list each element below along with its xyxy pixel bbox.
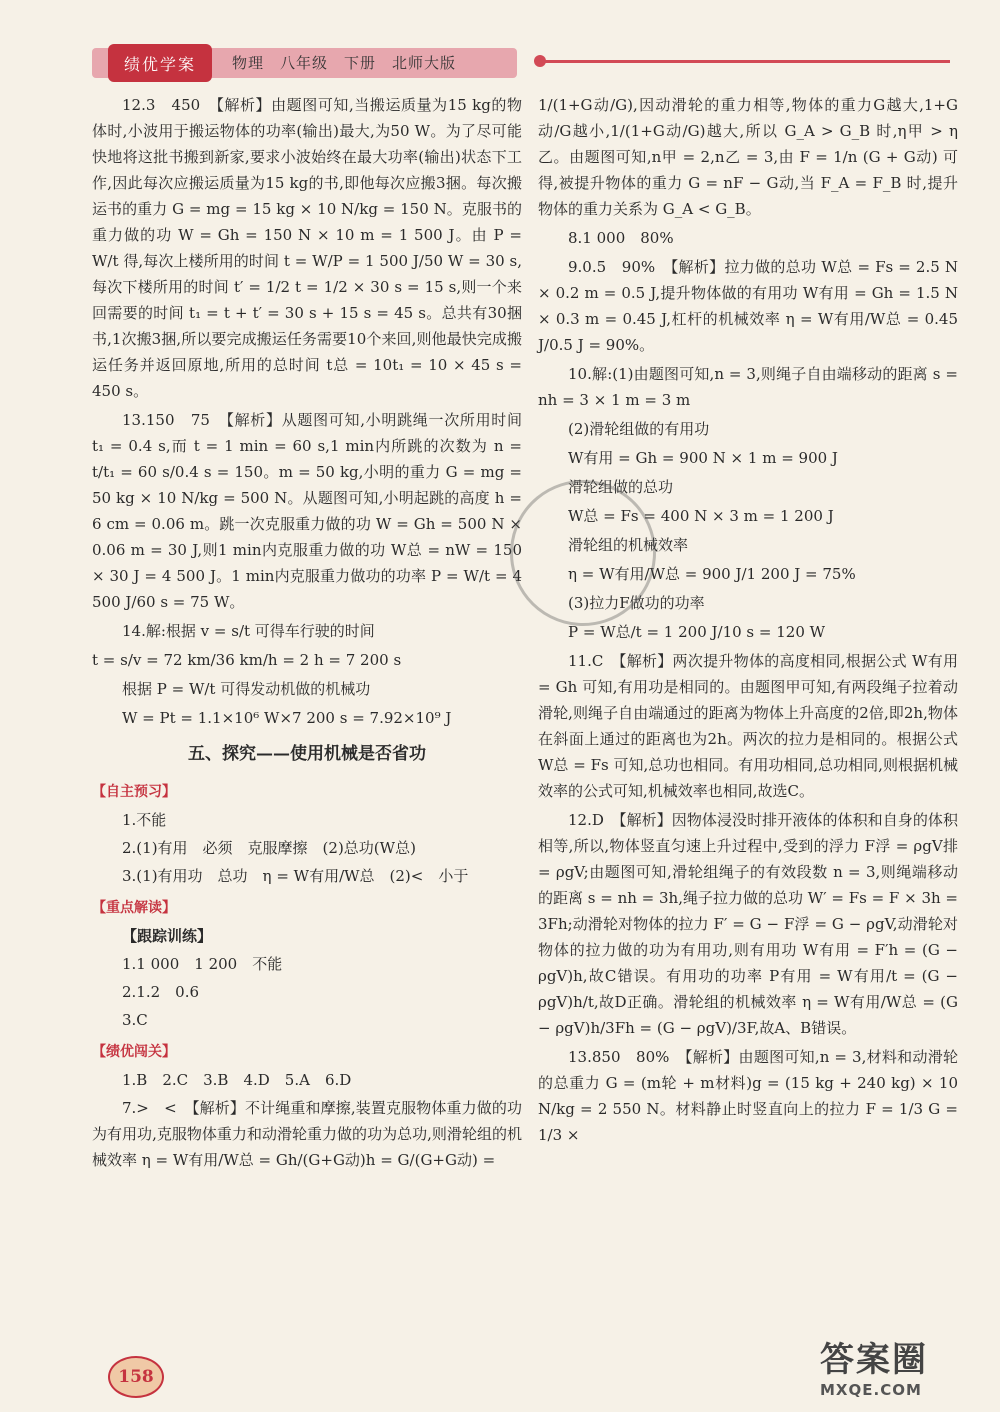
pass-7: 7.> < 【解析】不计绳重和摩擦,装置克服物体重力做的功为有用功,克服物体重力和动滑轮重力做的功为总功,则滑轮组的机械效率 η = W有用/W总 = Gh/(G+G动)h = G/(G+G动) = xyxy=(92,1099,522,1169)
answer-14-line3: 根据 P = W/t 可得发动机做的机械功 xyxy=(122,680,371,698)
preview-3: 3.(1)有用功 总功 η = W有用/W总 (2)< 小于 xyxy=(122,867,469,885)
key-3: 3.C xyxy=(122,1011,148,1029)
pass-10-l2: (2)滑轮组做的有用功 xyxy=(568,420,710,438)
tag-pass: 【绩优闯关】 xyxy=(92,1044,176,1060)
pass-13: 13.850 80% 【解析】由题图可知,n = 3,材料和动滑轮的总重力 G = (m轮 + m材料)g = (15 kg + 240 kg) × 10 N/kg = 2 550 N。材料静止时竖直向上的拉力 F = 1/3 G = 1/3 × xyxy=(538,1048,958,1144)
pass-10-l5: W总 = Fs = 400 N × 3 m = 1 200 J xyxy=(568,507,834,525)
pass-8: 8.1 000 80% xyxy=(568,229,674,247)
logo-text: 答案圈 xyxy=(820,1340,928,1380)
key-1: 1.1 000 1 200 不能 xyxy=(122,955,283,973)
left-column xyxy=(92,92,522,1176)
answer-14: 14.解:根据 v = s/t 可得车行驶的时间 xyxy=(122,622,375,640)
preview-1: 1.不能 xyxy=(122,811,167,829)
preview-2: 2.(1)有用 必须 克服摩擦 (2)总功(W总) xyxy=(122,839,416,857)
key-2: 2.1.2 0.6 xyxy=(122,983,200,1001)
answer-12: 12.3 450 【解析】由题图可知,当搬运质量为15 kg的物体时,小波用于搬运物体的功率(输出)最大,为50 W。为了尽可能快地将这批书搬到新家,要求小波始终在最大功率(输出)状态下工作,因此每次应搬运质量为15 kg的书,即他每次应搬3捆。每次搬运书的重力 G = mg = 15 kg × 10 N/kg = 150 N。克服书的重力做的功 W = Gh = 150 N × 10 m = 1 500 J。由 P = W/t 得,每次上楼所用的时间 t = W/P = 1 500 J/50 W = 30 s,每次下楼所用的时间 t′ = 1/2 t = 1/2 × 30 s = 15 s,则一个来回需要的时间 t₁ = t + t′ = 30 s + 15 s = 45 s。总共有30捆书,1次搬3捆,所以要完成搬运任务需要10个来回,则他最快完成搬运任务并返回原地,所用的总时间 t总 = 10t₁ = 10 × 45 s = 450 s。 xyxy=(92,96,522,400)
header-subject: 物理 八年级 下册 北师大版 xyxy=(232,54,457,72)
answer-14-eq1: t = s/v = 72 km/36 km/h = 2 h = 7 200 s xyxy=(92,651,402,669)
follow-training-label: 【跟踪训练】 xyxy=(122,927,213,945)
pass-10: 10.解:(1)由题图可知,n = 3,则绳子自由端移动的距离 s = nh = 3 × 1 m = 3 m xyxy=(538,365,958,409)
section-title: 五、探究——使用机械是否省功 xyxy=(188,744,426,764)
pass-10-l3: W有用 = Gh = 900 N × 1 m = 900 J xyxy=(568,449,838,467)
answer-13: 13.150 75 【解析】从题图可知,小明跳绳一次所用时间 t₁ = 0.4 s,而 t = 1 min = 60 s,1 min内所跳的次数为 n = t/t₁ = 60 s/0.4 s = 150。m = 50 kg,小明的重力 G = mg = 50 kg × 10 N/kg = 500 N。从题图可知,小明起跳的高度 h = 6 cm = 0.06 m。跳一次克服重力做的功 W = Gh = 500 N × 0.06 m = 30 J,则1 min内克服重力做的功 W总 = nW = 150 × 30 J = 4 500 J。1 min内克服重力做功的功率 P = W/t = 4 500 J/60 s = 75 W。 xyxy=(92,411,522,611)
header-brand-tag: 绩优学案 xyxy=(108,44,212,82)
pass-10-l6: 滑轮组的机械效率 xyxy=(568,536,689,554)
pass-1-6: 1.B 2.C 3.B 4.D 5.A 6.D xyxy=(122,1071,352,1089)
answer-14-eq2: W = Pt = 1.1×10⁶ W×7 200 s = 7.92×10⁹ J xyxy=(122,709,452,727)
page-number: 158 xyxy=(108,1356,164,1398)
tag-key-points: 【重点解读】 xyxy=(92,900,176,916)
tag-preview: 【自主预习】 xyxy=(92,784,176,800)
pass-10-l8: (3)拉力F做功的功率 xyxy=(568,594,705,612)
site-logo xyxy=(820,1340,990,1408)
pass-9: 9.0.5 90% 【解析】拉力做的总功 W总 = Fs = 2.5 N × 0.2 m = 0.5 J,提升物体做的有用功 W有用 = Gh = 1.5 N × 0.3 m = 0.45 J,杠杆的机械效率 η = W有用/W总 = 0.45 J/0.5 J = 90%。 xyxy=(538,258,958,354)
pass-11: 11.C 【解析】两次提升物体的高度相同,根据公式 W有用 = Gh 可知,有用功是相同的。由题图甲可知,有两段绳子拉着动滑轮,则绳子自由端通过的距离为物体上升高度的2倍,即2h,物体在斜面上通过的距离也为2h。两次的拉力是相同的。根据公式 W总 = Fs 可知,总功也相同。有用功相同,总功相同,则根据机械效率的公式可知,机械效率也相同,故选C。 xyxy=(538,652,958,800)
pass-12: 12.D 【解析】因物体浸没时排开液体的体积和自身的体积相等,所以,物体竖直匀速上升过程中,受到的浮力 F浮 = ρgV排 = ρgV;由题图可知,滑轮组绳子的有效段数 n = 3,则绳端移动的距离 s = nh = 3h,绳子拉力做的总功 W′ = Fs = F × 3h = 3Fh;动滑轮对物体的拉力 F′ = G − F浮 = G − ρgV,动滑轮对物体的拉力做的功为有用功,则有用功 W有用 = F′h = (G − ρgV)h,故C错误。有用功的功率 P有用 = W有用/t = (G − ρgV)h/t,故D正确。滑轮组的机械效率 η = W有用/W总 = (G − ρgV)h/3Fh = (G − ρgV)/3F,故A、B错误。 xyxy=(538,811,958,1037)
pass-10-l7: η = W有用/W总 = 900 J/1 200 J = 75% xyxy=(568,565,856,583)
logo-url: MXQE.COM xyxy=(820,1381,922,1399)
pass-10-l4: 滑轮组做的总功 xyxy=(568,478,674,496)
pass-10-l9: P = W总/t = 1 200 J/10 s = 120 W xyxy=(568,623,826,641)
pass-7-cont: 1/(1+G动/G),因动滑轮的重力相等,物体的重力G越大,1+G动/G越小,1/(1+G动/G)越大,所以 G_A > G_B 时,η甲 > η乙。由题图可知,n甲 = 2,n乙 = 3,由 F = 1/n (G + G动) 可得,被提升物体的重力 G = nF − G动,当 F_A = F_B 时,提升物体的重力关系为 G_A < G_B。 xyxy=(538,96,958,218)
header-rule xyxy=(540,60,950,63)
